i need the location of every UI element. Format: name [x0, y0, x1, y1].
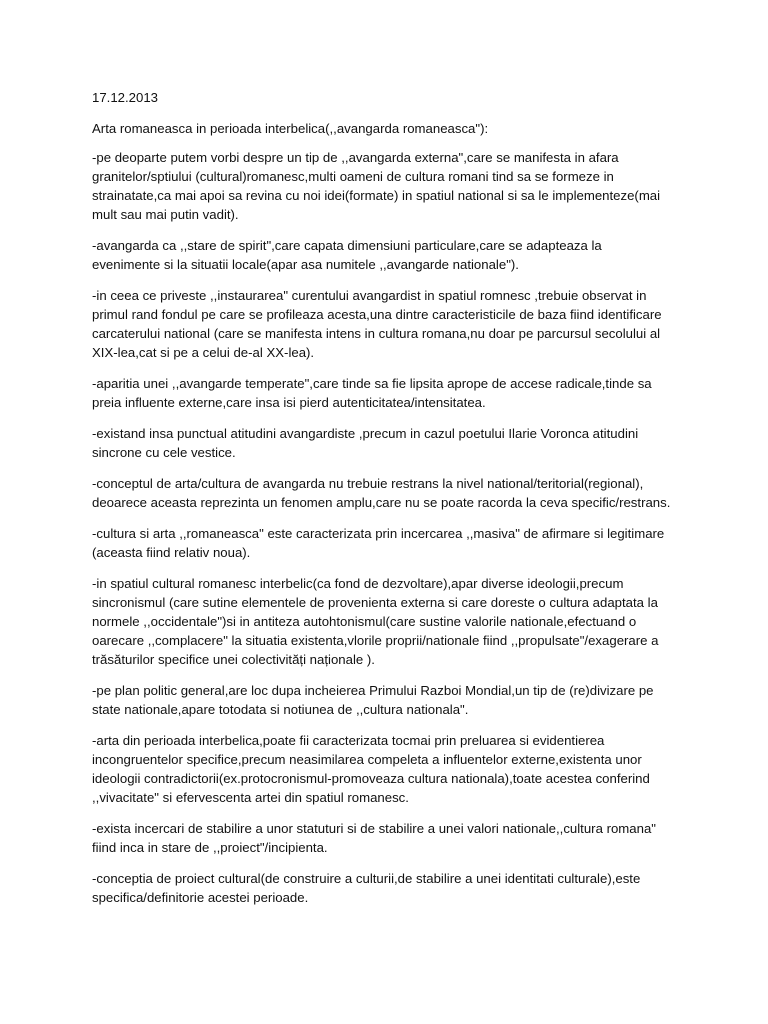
paragraph: -conceptul de arta/cultura de avangarda nu trebuie restrans la nivel national/teritorial(regional), deoarece aceasta reprezinta un fenomen amplu,care nu se poate racorda la ceva specific/restrans. — [92, 476, 671, 510]
paragraph: -conceptia de proiect cultural(de construire a culturii,de stabilire a unei identitati culturale),este specifica/definitorie acestei perioade. — [92, 871, 641, 905]
document-date: 17.12.2013 — [92, 90, 159, 105]
paragraph: -cultura si arta ,,romaneasca" este caracterizata prin incercarea ,,masiva" de afirmare si legitimare (aceasta fiind relativ noua). — [92, 526, 665, 560]
paragraph: -pe deoparte putem vorbi despre un tip de ,,avangarda externa",care se manifesta in afara granitelor/sptiului (cultural)romanesc,multi oameni de cultura romani tind sa se formeze in strainatate,ca mai apoi sa revina cu noi idei(formate) in spatiul national si sa le implementeze(mai mult sau mai putin vadit). — [92, 150, 661, 222]
paragraph: -pe plan politic general,are loc dupa incheierea Primului Razboi Mondial,un tip de (re)divizare pe state nationale,apare totodata si notiunea de ,,cultura nationala". — [92, 683, 654, 717]
paragraph: -exista incercari de stabilire a unor statuturi si de stabilire a unei valori nationale,,cultura romana" fiind inca in stare de ,,proiect"/incipienta. — [92, 821, 656, 855]
paragraph: -avangarda ca ,,stare de spirit",care capata dimensiuni particulare,care se adapteaza la evenimente si la situatii locale(apar asa numitele ,,avangarde nationale"). — [92, 238, 602, 272]
paragraph: -aparitia unei ,,avangarde temperate",care tinde sa fie lipsita aprope de accese radicale,tinde sa preia influente externe,care insa isi pierd autenticitatea/intensitatea. — [92, 376, 652, 410]
document-title: Arta romaneasca in perioada interbelica(,,avangarda romaneasca"): — [92, 121, 489, 136]
paragraph: -in spatiul cultural romanesc interbelic(ca fond de dezvoltare),apar diverse ideologii,precum sincronismul (care sutine elementele de provenienta externa si care doreste o cultura adaptata la normele ,,occidentale")si in antiteza autohtonismul(care sustine valorile nationale,efectuand o oarecare ,,complacere" la situatia existenta,vlorile proprii/nationale fiind ,,propulsate"/exagerare a trăsăturilor specifice unei colectivități naționale ). — [92, 576, 659, 667]
paragraph: -arta din perioada interbelica,poate fii caracterizata tocmai prin preluarea si evidentierea incongruentelor specifice,precum neasimilarea compeleta a influentelor externe,existenta unor ideologii contradictorii(ex.protocronismul-promoveaza cultura nationala),toate acestea conferind ,,vivacitate" si efervescenta artei din spatiul romanesc. — [92, 733, 650, 805]
document-page — [92, 88, 672, 919]
paragraph: -in ceea ce priveste ,,instaurarea" curentului avangardist in spatiul romnesc ,trebuie observat in primul rand fondul pe care se profileaza acesta,una dintre caracteristicile de baza fiind identificare carcaterului national (care se manifesta intens in cultura romana,nu doar pe parcursul secolului al XIX-lea,cat si pe a celui de-al XX-lea). — [92, 288, 662, 360]
paragraph: -existand insa punctual atitudini avangardiste ,precum in cazul poetului Ilarie Voronca atitudini sincrone cu cele vestice. — [92, 426, 639, 460]
